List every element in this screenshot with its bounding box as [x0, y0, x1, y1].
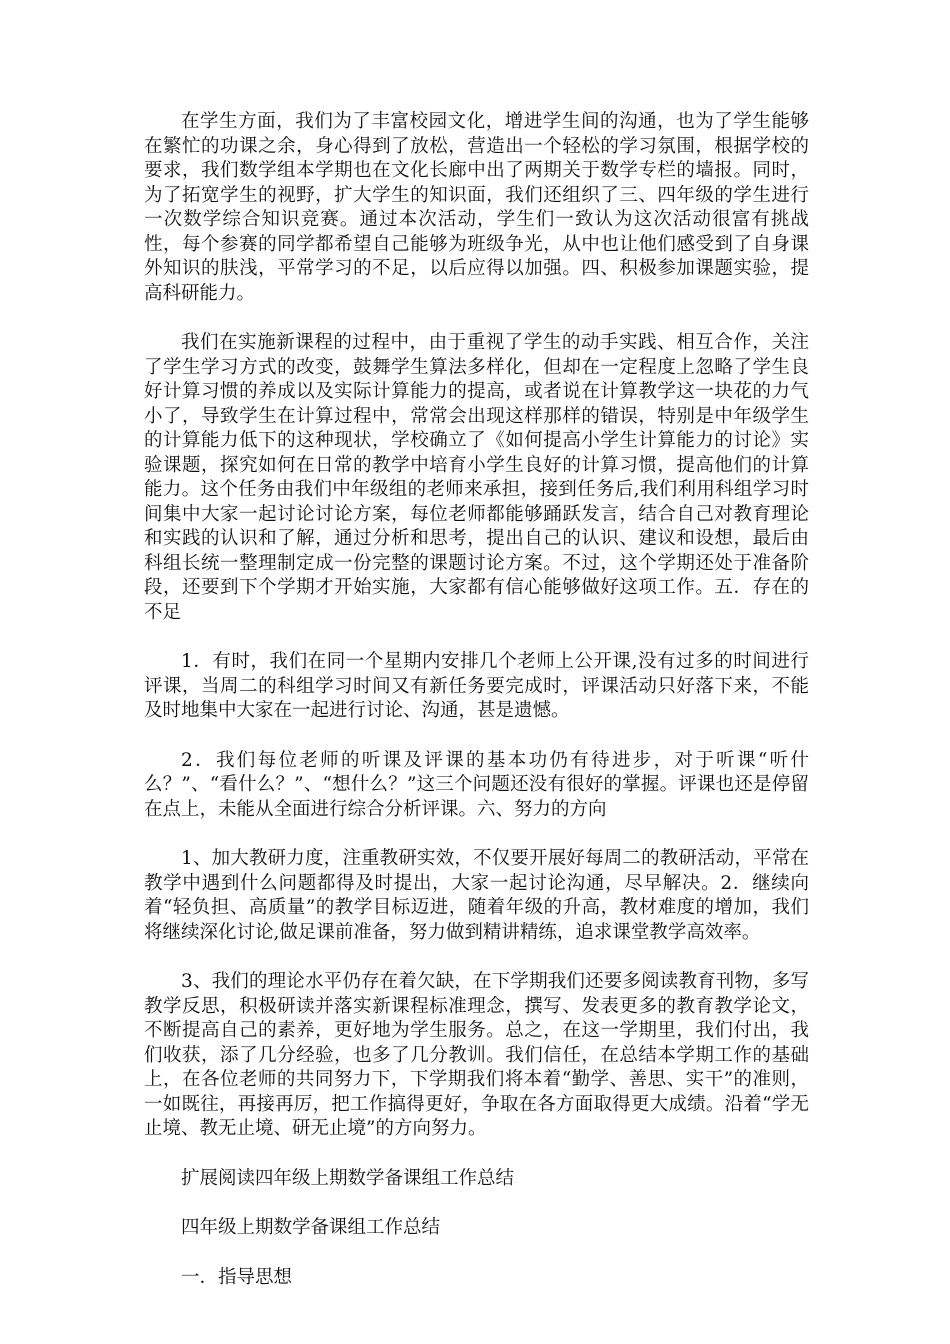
paragraph-shortcoming-2: 2．我们每位老师的听课及评课的基本功仍有待进步，对于听课“听什么？”、“看什么？”、“想什么？”这三个问题还没有很好的掌握。评课也还是停留在点上，未能从全面进行综合分析评课。六、努力的方向	[144, 749, 809, 820]
section-heading-guiding-thought: 一．指导思想	[181, 1266, 293, 1288]
paragraph-direction-1: 1、加大教研力度，注重教研实效，不仅要开展好每周二的教研活动，平常在教学中遇到什么问题都得及时提出，大家一起讨论沟通，尽早解决。2．继续向着“轻负担、高质量”的教学目标迈进，随着年级的升高，教材难度的增加，我们将继续深化讨论,做足课前准备，努力做到精讲精练，追求课堂教学高效率。	[144, 848, 809, 943]
paragraph-student-activities: 在学生方面，我们为了丰富校园文化，增进学生间的沟通，也为了学生能够在繁忙的功课之余，身心得到了放松，营造出一个轻松的学习氛围，根据学校的要求，我们数学组本学期也在文化长廊中出了两期关于数学专栏的墙报。同时，为了拓宽学生的视野，扩大学生的知识面，我们还组织了三、四年级的学生进行一次数学综合知识竞赛。通过本次活动，学生们一致认为这次活动很富有挑战性，每个参赛的同学都希望自己能够为班级争光，从中也让他们感受到了自身课外知识的肤浅，平常学习的不足，以后应得以加强。四、积极参加课题实验，提高科研能力。	[144, 111, 809, 304]
paragraph-research-project: 我们在实施新课程的过程中，由于重视了学生的动手实践、相互合作，关注了学生学习方式的改变，鼓舞学生算法多样化，但却在一定程度上忽略了学生良好计算习惯的养成以及实际计算能力的提高，或者说在计算教学这一块花的力气小了，导致学生在计算过程中，常常会出现这样那样的错误，特别是中年级学生的计算能力低下的这种现状，学校确立了《如何提高小学生计算能力的讨论》实验课题，探究如何在日常的教学中培育小学生良好的计算习惯，提高他们的计算能力。这个任务由我们中年级组的老师来承担，接到任务后,我们利用科组学习时间集中大家一起讨论讨论方案，每位老师都能够踊跃发言，结合自己对教育理论和实践的认识和了解，通过分析和思考，提出自己的认识、建议和设想，最后由科组长统一整理制定成一份完整的课题讨论方案。不过，这个学期还处于准备阶段，还要到下个学期才开始实施，大家都有信心能够做好这项工作。五．存在的不足	[144, 332, 809, 623]
paragraph-direction-3: 3、我们的理论水平仍存在着欠缺，在下学期我们还要多阅读教育刊物，多写教学反思，积极研读并落实新课程标准理念，撰写、发表更多的教育教学论文，不断提高自己的素养，更好地为学生服务。总之，在这一学期里，我们付出，我们收获，添了几分经验，也多了几分教训。我们信任，在总结本学期工作的基础上，在各位老师的共同努力下，下学期我们将本着“勤学、善思、实干”的准则，一如既往，再接再厉，把工作搞得更好，争取在各方面取得更大成绩。沿着“学无止境、教无止境、研无止境”的方向努力。	[144, 971, 809, 1139]
document-page	[144, 110, 809, 1315]
document-title: 四年级上期数学备课组工作总结	[181, 1217, 441, 1238]
extended-reading-line: 扩展阅读四年级上期数学备课组工作总结	[181, 1167, 515, 1189]
paragraph-shortcoming-1: 1．有时，我们在同一个星期内安排几个老师上公开课,没有过多的时间进行评课，当周二的科组学习时间又有新任务要完成时，评课活动只好落下来，不能及时地集中大家在一起进行讨论、沟通，甚是遗憾。	[144, 651, 809, 721]
